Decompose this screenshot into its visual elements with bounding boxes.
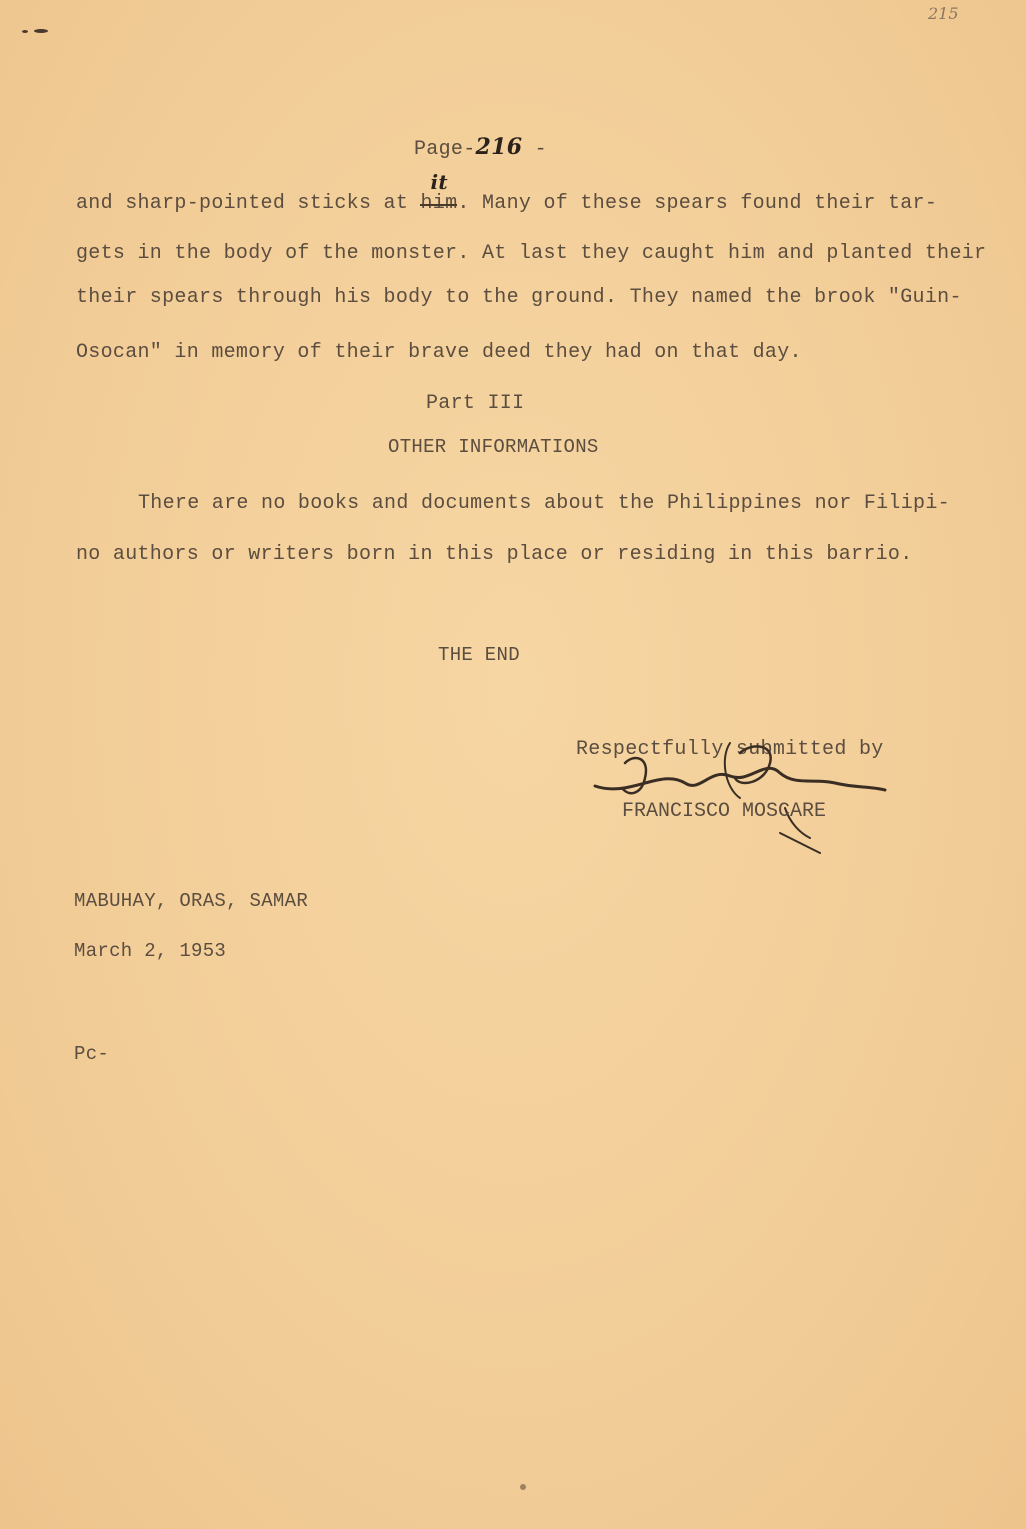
corner-page-mark: 215 xyxy=(928,4,959,23)
paragraph-2-line-2: no authors or writers born in this place or residing in this barrio. xyxy=(76,543,913,566)
paragraph-1-line-4: Osocan" in memory of their brave deed they had on that day. xyxy=(76,341,802,364)
paragraph-1-line-3: their spears through his body to the ground. They named the brook "Guin- xyxy=(76,286,962,309)
date: March 2, 1953 xyxy=(74,940,227,962)
the-end: THE END xyxy=(438,644,520,666)
page-suffix: - xyxy=(522,138,547,161)
ink-speck xyxy=(34,29,48,33)
paragraph-1-line-2: gets in the body of the monster. At last they caught him and planted their xyxy=(76,242,987,265)
handwritten-correction: it xyxy=(430,170,448,194)
handwritten-signature xyxy=(590,738,890,858)
ink-speck xyxy=(520,1484,526,1490)
para1-line1-prefix: and sharp-pointed sticks at xyxy=(76,192,421,215)
struck-word: him xyxy=(420,192,458,215)
ink-speck xyxy=(22,30,28,33)
paragraph-1-line-1 xyxy=(76,170,938,215)
typist-initials: Pc- xyxy=(74,1043,110,1065)
paragraph-2-line-1: There are no books and documents about the Philippines nor Filipi- xyxy=(138,492,950,515)
location: MABUHAY, ORAS, SAMAR xyxy=(74,890,309,912)
closing-line: Respectfully submitted by xyxy=(576,738,884,761)
signer-name: FRANCISCO MOSCARE xyxy=(622,800,827,823)
page-number: 216 xyxy=(475,134,523,160)
para1-line1-suffix: . Many of these spears found their tar- xyxy=(457,192,938,215)
page-header xyxy=(414,136,547,160)
section-heading: OTHER INFORMATIONS xyxy=(388,436,599,458)
part-heading: Part III xyxy=(426,392,525,415)
page-label: Page- xyxy=(414,138,476,161)
